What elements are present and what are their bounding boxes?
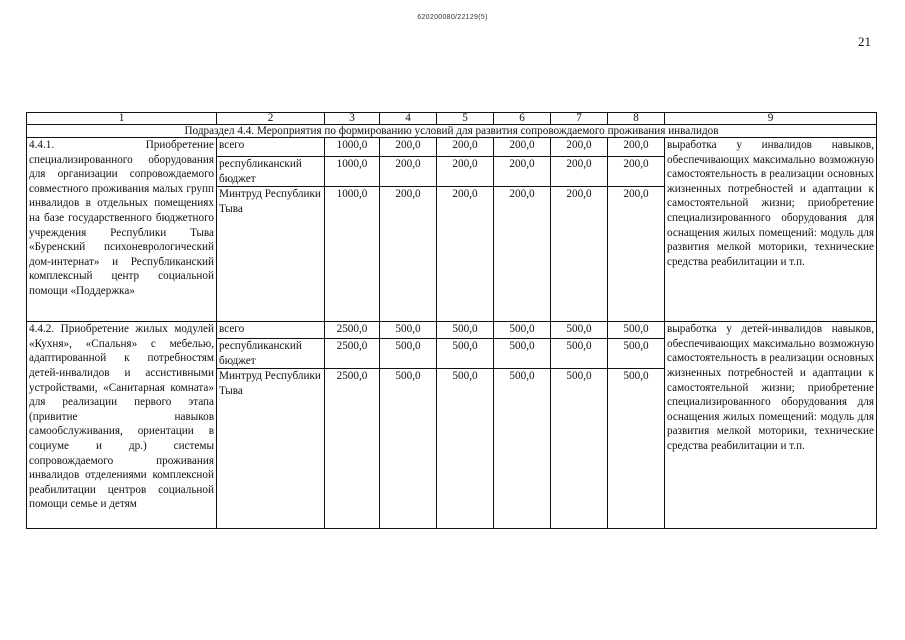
amount-cell: 1000,0 xyxy=(325,187,380,322)
document-code: 620200080/22129(5) xyxy=(417,14,488,21)
column-number: 1 xyxy=(27,113,217,125)
amount-cell: 200,0 xyxy=(380,157,437,187)
amount-cell: 200,0 xyxy=(608,157,665,187)
amount-cell: 2500,0 xyxy=(325,369,380,529)
funding-source: республиканский бюджет xyxy=(217,339,325,369)
amount-cell: 200,0 xyxy=(494,138,551,157)
amount-cell: 500,0 xyxy=(608,369,665,529)
amount-cell: 500,0 xyxy=(494,369,551,529)
amount-cell: 200,0 xyxy=(437,138,494,157)
amount-cell: 1000,0 xyxy=(325,138,380,157)
amount-cell: 500,0 xyxy=(551,339,608,369)
funding-source: республиканский бюджет xyxy=(217,157,325,187)
amount-cell: 500,0 xyxy=(380,322,437,339)
amount-cell: 200,0 xyxy=(551,187,608,322)
amount-cell: 500,0 xyxy=(437,369,494,529)
column-number: 5 xyxy=(437,113,494,125)
table-row xyxy=(27,138,877,157)
funding-source: всего xyxy=(217,138,325,157)
amount-cell: 200,0 xyxy=(494,157,551,187)
amount-cell: 200,0 xyxy=(608,187,665,322)
program-table xyxy=(26,112,877,529)
column-number: 9 xyxy=(665,113,877,125)
amount-cell: 500,0 xyxy=(494,339,551,369)
amount-cell: 200,0 xyxy=(380,138,437,157)
amount-cell: 200,0 xyxy=(551,157,608,187)
amount-cell: 200,0 xyxy=(437,157,494,187)
amount-cell: 500,0 xyxy=(380,339,437,369)
amount-cell: 500,0 xyxy=(608,322,665,339)
amount-cell: 500,0 xyxy=(551,322,608,339)
page-number: 21 xyxy=(858,34,871,49)
amount-cell: 500,0 xyxy=(608,339,665,369)
measure-description: 4.4.2. Приобретение жилых модулей «Кухня», «Спальня» с мебелью, адаптированной к потребностям детей-инвалидов и ассистивными устройствами, «Санитарная комната» для реализации первого этапа (привитие навыков самообслуживания, ориентации в социуме и др.) системы сопровождаемого проживания инвалидов отделениями комплексной реабилитации центров социальной помощи семье и детям xyxy=(27,322,217,529)
funding-source: Минтруд Республики Тыва xyxy=(217,369,325,529)
amount-cell: 200,0 xyxy=(437,187,494,322)
column-number: 8 xyxy=(608,113,665,125)
amount-cell: 2500,0 xyxy=(325,322,380,339)
amount-cell: 200,0 xyxy=(608,138,665,157)
expected-result: выработка у детей-инвалидов навыков, обеспечивающих максимально возможную самостоятельность в реализации основных жизненных потребностей и адаптации к самостоятельной жизни; приобретение специализированного оборудования для оснащения жилых помещений: модуль для развития мелкой моторики, технические средства реабилитации и т.п. xyxy=(665,322,877,529)
column-number: 3 xyxy=(325,113,380,125)
column-number: 4 xyxy=(380,113,437,125)
funding-source: Минтруд Республики Тыва xyxy=(217,187,325,322)
amount-cell: 500,0 xyxy=(380,369,437,529)
amount-cell: 1000,0 xyxy=(325,157,380,187)
amount-cell: 200,0 xyxy=(380,187,437,322)
amount-cell: 500,0 xyxy=(494,322,551,339)
measure-description: 4.4.1. Приобретение специализированного оборудования для организации сопровождаемого совместного проживания малых групп инвалидов в отдельных помещениях на базе государственного бюджетного учреждения Республики Тыва «Буренский психоневрологический дом-интернат» и Республиканский комплексный центр социальной помощи «Поддержка» xyxy=(27,138,217,322)
expected-result: выработка у инвалидов навыков, обеспечивающих максимально возможную самостоятельность в реализации основных жизненных потребностей и адаптации к самостоятельной жизни; приобретение специализированного оборудования для оснащения жилых помещений: модуль для развития мелкой моторики, технические средства реабилитации и т.п. xyxy=(665,138,877,322)
subsection-row xyxy=(27,125,877,138)
funding-source: всего xyxy=(217,322,325,339)
amount-cell: 500,0 xyxy=(551,369,608,529)
amount-cell: 2500,0 xyxy=(325,339,380,369)
subsection-title: Подраздел 4.4. Мероприятия по формированию условий для развития сопровождаемого проживания инвалидов xyxy=(27,125,877,138)
column-number: 6 xyxy=(494,113,551,125)
table-row xyxy=(27,322,877,339)
amount-cell: 200,0 xyxy=(551,138,608,157)
amount-cell: 500,0 xyxy=(437,339,494,369)
amount-cell: 200,0 xyxy=(494,187,551,322)
column-number: 2 xyxy=(217,113,325,125)
column-number: 7 xyxy=(551,113,608,125)
column-number-row xyxy=(27,113,877,125)
amount-cell: 500,0 xyxy=(437,322,494,339)
